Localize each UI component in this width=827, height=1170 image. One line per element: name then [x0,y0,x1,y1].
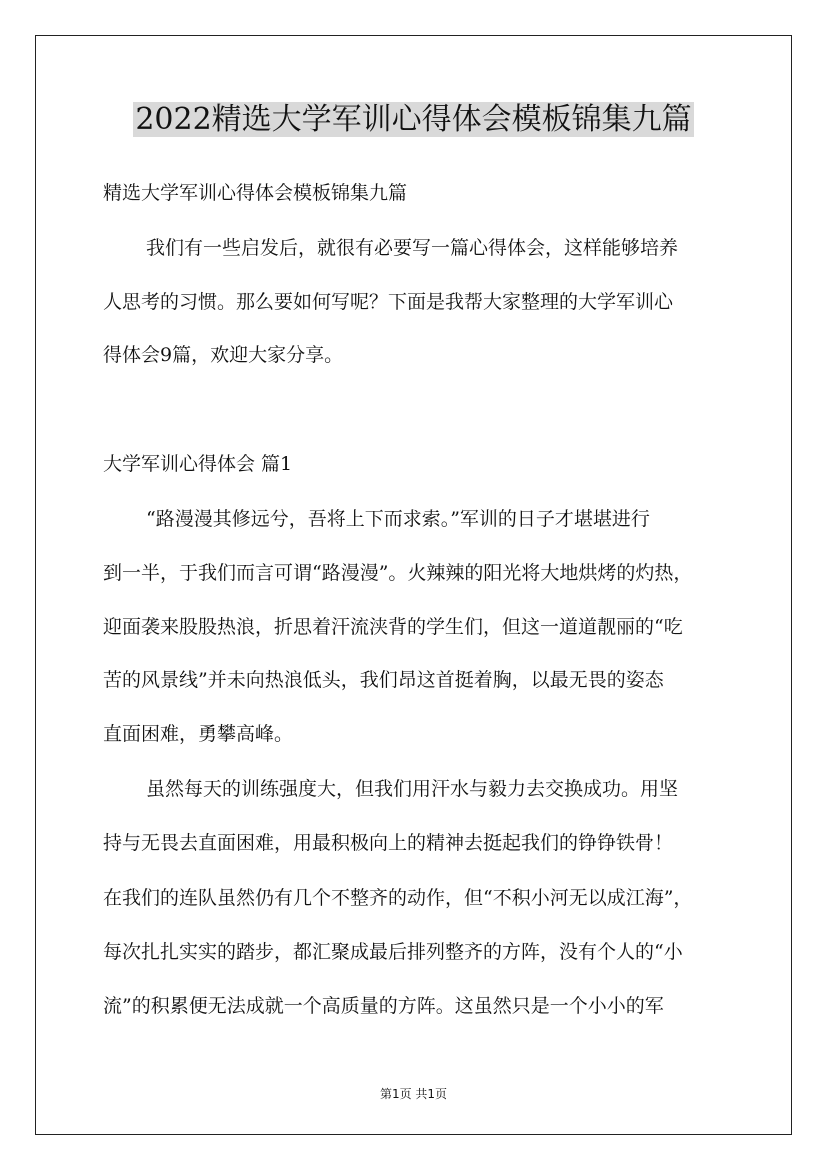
body-line: 到一半，于我们而言可谓“路漫漫”。火辣辣的阳光将大地烘烤的灼热， [103,562,693,584]
body-line: 苦的风景线”并未向热浪低头，我们昂这首挺着胸，以最无畏的姿态 [103,669,664,691]
body-line: 虽然每天的训练强度大，但我们用汗水与毅力去交换成功。用坚 [146,778,679,800]
body-line: 在我们的连队虽然仍有几个不整齐的动作，但“不积小河无以成江海”， [103,887,693,909]
body-line: 每次扎扎实实的踏步，都汇聚成最后排列整齐的方阵，没有个人的“小 [103,941,683,963]
page-number: 第1页 共1页 [379,1087,448,1101]
body-line: 直面困难，勇攀高峰。 [103,723,294,745]
document-title-text: 2022精选大学军训心得体会模板锦集九篇 [135,102,692,137]
body-line: 迎面袭来股股热浪，折思着汗流浃背的学生们，但这一道道靓丽的“吃 [103,616,683,638]
intro-line: 人思考的习惯。那么要如何写呢？下面是我帮大家整理的大学军训心 [103,291,674,313]
body-line: 持与无畏去直面困难，用最积极向上的精神去挺起我们的铮铮铁骨！ [103,832,674,854]
document-title [0,100,827,140]
body-line: “路漫漫其修远兮，吾将上下而求索。”军训的日子才堪堪进行 [146,508,650,530]
section-heading: 大学军训心得体会 篇1 [103,453,293,475]
intro-line: 得体会9篇，欢迎大家分享。 [103,344,344,366]
subtitle: 精选大学军训心得体会模板锦集九篇 [103,182,408,204]
intro-line: 我们有一些启发后，就很有必要写一篇心得体会，这样能够培养 [146,237,679,259]
body-line: 流”的积累便无法成就一个高质量的方阵。这虽然只是一个小小的军 [103,995,664,1017]
